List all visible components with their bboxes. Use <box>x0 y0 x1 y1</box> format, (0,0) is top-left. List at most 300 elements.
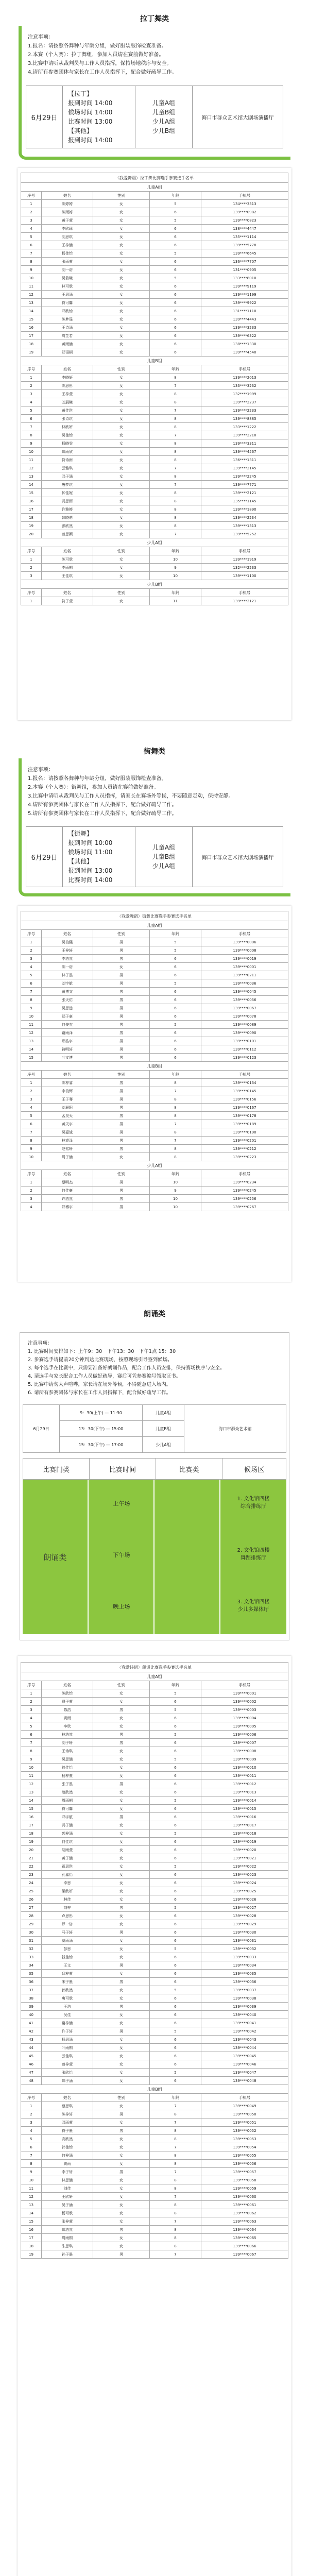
table-cell: 9 <box>21 2168 42 2176</box>
notice-line: 5. 比赛中请勿大声喧哗，家长请在场外等候，不得随意进入场内。 <box>28 1382 171 1387</box>
table-row <box>21 423 288 431</box>
table-cell: 女 <box>93 225 150 233</box>
table-cell: 韩晓萌 <box>42 514 93 522</box>
table-cell: 6 <box>150 1937 201 1945</box>
table-row <box>21 299 288 307</box>
table-cell: 139****0256 <box>201 1195 288 1203</box>
table-cell: 赵欣然 <box>42 1788 93 1797</box>
table-cell: 吴若曦 <box>42 274 93 282</box>
table-cell: 10 <box>150 555 201 564</box>
table-cell: 37 <box>21 1986 42 1994</box>
table-cell: 女 <box>93 1722 150 1731</box>
table-cell: 139****0042 <box>201 2027 288 2036</box>
table-cell: 133****8010 <box>201 274 288 282</box>
table-cell: 8 <box>150 2110 201 2119</box>
table-row <box>21 1203 288 1211</box>
table-cell: 139****0029 <box>201 1920 288 1928</box>
table-cell: 8 <box>150 2242 201 2250</box>
table-cell: 女 <box>93 415 150 423</box>
table-cell: 9 <box>21 1145 42 1153</box>
table-row <box>21 241 288 249</box>
table-cell: 7 <box>150 1137 201 1145</box>
table-cell: 12 <box>21 1029 42 1037</box>
table-cell: 6 <box>150 1961 201 1970</box>
table-cell: 女 <box>93 1788 150 1797</box>
table-cell: 刘子轩 <box>42 1739 93 1747</box>
table-cell: 10 <box>21 448 42 456</box>
table-row <box>21 2176 288 2184</box>
table-cell: 139****3233 <box>201 324 288 332</box>
table-cell: 8 <box>150 2160 201 2168</box>
table-cell: 黄子萱 <box>42 216 93 225</box>
table-cell: 5 <box>150 1945 201 1953</box>
table-cell: 6 <box>150 1029 201 1037</box>
table-cell: 男 <box>93 1739 150 1747</box>
table-cell: 12 <box>21 1780 42 1788</box>
table-cell: 5 <box>21 233 42 241</box>
table-cell: 6 <box>150 2011 201 2019</box>
group-header: 儿童A组 <box>21 1672 288 1681</box>
table-cell: 31 <box>21 1937 42 1945</box>
table-cell: 139****2210 <box>201 431 288 439</box>
table-cell: 3 <box>21 572 42 580</box>
date-cell: 6月29日 <box>26 86 63 148</box>
table-cell: 6 <box>150 2044 201 2052</box>
table-cell: 符可馨 <box>42 1805 93 1813</box>
table-cell: 7 <box>21 1128 42 1137</box>
table-cell: 5 <box>150 1829 201 1838</box>
table-cell: 6 <box>150 315 201 324</box>
table-row <box>21 2193 288 2201</box>
table-cell: 7 <box>150 1120 201 1128</box>
table-cell: 王梓轩 <box>42 946 93 955</box>
table-cell: 周雨桐 <box>42 1797 93 1805</box>
table-cell: 5 <box>150 249 201 258</box>
table-cell: 男 <box>93 2127 150 2135</box>
table-cell: 女 <box>93 1755 150 1764</box>
venue-cell: 海口市群众艺术馆 <box>184 1405 286 1453</box>
time-cell <box>63 827 135 887</box>
table-cell: 9 <box>150 564 201 572</box>
table-cell: 邓子涵 <box>42 472 93 481</box>
table-cell: 139****0020 <box>201 1846 288 1854</box>
table-cell: 12 <box>21 2193 42 2201</box>
table-cell: 139****0178 <box>201 1112 288 1120</box>
table-row <box>21 1153 288 1161</box>
table-cell: 47 <box>21 2069 42 2077</box>
table-cell: 莫雨涵 <box>42 1937 93 1945</box>
table-cell: 6 <box>150 241 201 249</box>
table-cell: 符明轩 <box>42 1045 93 1054</box>
table-cell: 郑浩然 <box>42 2226 93 2234</box>
table-cell: 陈欣怡 <box>42 1689 93 1698</box>
table-cell: 林思涵 <box>42 2176 93 2184</box>
table-cell: 7 <box>150 2217 201 2226</box>
table-row <box>21 225 288 233</box>
table-cell: 陈思彤 <box>42 382 93 390</box>
col-header: 序号 <box>21 930 42 938</box>
table-cell: 男 <box>93 971 150 979</box>
table-cell: 8 <box>150 456 201 464</box>
table-cell: 6 <box>150 1854 201 1862</box>
table-cell: 139****0234 <box>201 1178 288 1187</box>
table-row <box>21 2217 288 2226</box>
table-cell: 6 <box>21 1731 42 1739</box>
table-cell: 14 <box>21 481 42 489</box>
table-cell: 8 <box>150 2135 201 2143</box>
table-cell: 男 <box>93 1203 150 1211</box>
table-cell: 刘思琪 <box>42 233 93 241</box>
table-cell: 139****0012 <box>201 1780 288 1788</box>
section-title-hiphop: 街舞类 <box>144 748 165 756</box>
table-cell: 139****1313 <box>201 522 288 530</box>
table-cell: 女 <box>93 307 150 315</box>
table-cell: 黄雨 <box>42 1714 93 1722</box>
table-row <box>21 2019 288 2027</box>
table-cell: 139****8885 <box>201 415 288 423</box>
table-cell: 6 <box>150 1722 201 1731</box>
table-cell: 139****0033 <box>201 1953 288 1961</box>
table-row <box>21 1012 288 1021</box>
table-cell: 139****0008 <box>201 1747 288 1755</box>
table-cell: 139****0047 <box>201 2069 288 2077</box>
table-cell: 139****4567 <box>201 448 288 456</box>
table-cell: 女 <box>93 233 150 241</box>
table-cell: 钟佳妮 <box>42 489 93 497</box>
table-cell: 1 <box>21 1178 42 1187</box>
table-caption: 〈我爱诗词〉朗诵比赛选手参赛选手名单 <box>21 1663 288 1672</box>
table-row <box>21 2077 288 2085</box>
time-line: 【拉丁】 <box>68 90 93 97</box>
table-cell: 139****0267 <box>201 1203 288 1211</box>
table-cell: 杨思涵 <box>42 2036 93 2044</box>
table-cell: 卢思彤 <box>42 1912 93 1920</box>
table-row <box>21 514 288 522</box>
table-cell: 孙子墨 <box>42 2250 93 2259</box>
table-cell: 周芷若 <box>42 332 93 340</box>
table-cell: 女 <box>93 258 150 266</box>
table-row <box>21 2242 288 2250</box>
table-row <box>21 1739 288 1747</box>
table-cell: 3 <box>21 1095 42 1104</box>
col-header: 手机号 <box>201 365 288 374</box>
table-cell: 134****3313 <box>201 200 288 208</box>
table-cell: 139****0028 <box>201 1912 288 1920</box>
table-cell: 139****0156 <box>201 1095 288 1104</box>
section-title-latin: 拉丁舞类 <box>140 15 169 23</box>
slot-cell: 13：30(下午) — 15:00 <box>60 1421 143 1437</box>
table-cell: 139****0123 <box>201 1054 288 1062</box>
table-cell: 6 <box>150 1871 201 1879</box>
table-cell: 刘宇航 <box>42 979 93 988</box>
table-cell: 6 <box>150 1912 201 1920</box>
table-cell: 吴思涵 <box>42 1755 93 1764</box>
table-cell: 黄天宇 <box>42 1120 93 1128</box>
table-row <box>21 282 288 291</box>
table-cell: 男 <box>93 2027 150 2036</box>
table-cell: 女 <box>93 464 150 472</box>
table-cell: 王浩 <box>42 2003 93 2011</box>
table-cell: 14 <box>21 2209 42 2217</box>
table-cell: 女 <box>93 456 150 464</box>
table-cell: 16 <box>21 497 42 505</box>
table-cell: 郑博宇 <box>42 1203 93 1211</box>
table-row <box>21 374 288 382</box>
room-label: 1. 文化馆四楼 综合排练厅 <box>237 1496 270 1510</box>
table-cell: 139****1890 <box>201 505 288 514</box>
table-cell: 139****0019 <box>201 1838 288 1846</box>
table-cell: 女 <box>93 2209 150 2217</box>
table-row <box>21 2003 288 2011</box>
table-cell: 黄雨 <box>42 2160 93 2168</box>
col-header: 年龄 <box>150 365 201 374</box>
table-cell: 符可馨 <box>42 299 93 307</box>
table-cell: 15 <box>21 2217 42 2226</box>
table-cell: 陈雨婷 <box>42 208 93 216</box>
table-cell: 1 <box>21 1689 42 1698</box>
table-cell: 男 <box>93 2250 150 2259</box>
table-cell: 女 <box>93 249 150 258</box>
table-cell: 139****0004 <box>201 1714 288 1722</box>
col-header: 姓名 <box>42 930 93 938</box>
table-cell: 女 <box>93 423 150 431</box>
table-cell: 女 <box>93 1821 150 1829</box>
table-cell: 18 <box>21 2242 42 2250</box>
table-cell: 女 <box>93 348 150 357</box>
table-cell: 女 <box>93 266 150 274</box>
table-cell: 女 <box>93 1970 150 1978</box>
table-cell: 6 <box>150 1953 201 1961</box>
table-cell: 8 <box>150 505 201 514</box>
col-header: 性别 <box>93 1071 150 1079</box>
group-label: 儿童A组 <box>152 844 176 851</box>
table-cell: 6 <box>150 2036 201 2044</box>
table-cell: 6 <box>150 1045 201 1054</box>
table-cell: 林欣妍 <box>42 423 93 431</box>
table-cell: 11 <box>21 1021 42 1029</box>
table-cell: 黄博文 <box>42 988 93 996</box>
table-cell: 139****0982 <box>201 208 288 216</box>
table-cell: 6 <box>150 1920 201 1928</box>
table-cell: 女 <box>93 597 150 605</box>
table-cell: 139****0245 <box>201 1187 288 1195</box>
table-cell: 139****1919 <box>201 555 288 564</box>
notice-line: 1.报名：请按照各舞种与年龄分组，做好服装服饰检查准备。 <box>28 43 167 49</box>
col-header: 年龄 <box>150 192 201 200</box>
table-cell: 5 <box>150 1731 201 1739</box>
table-row <box>21 1054 288 1062</box>
table-cell: 139****0201 <box>201 1137 288 1145</box>
col-header: 性别 <box>93 930 150 938</box>
table-row <box>21 1095 288 1104</box>
notice-line: 3.比赛中请听从裁判员与工作人员指挥，保持场地秩序与安全。 <box>28 61 172 66</box>
table-cell: 45 <box>21 2052 42 2060</box>
table-cell: 6 <box>150 1004 201 1012</box>
table-cell: 女 <box>93 374 150 382</box>
table-row <box>21 1838 288 1846</box>
table-cell: 曾梓萱 <box>42 2060 93 2069</box>
table-cell: 女 <box>93 406 150 415</box>
table-row <box>21 2184 288 2193</box>
time-line: 比赛时间 14:00 <box>68 876 113 884</box>
table-cell: 男 <box>93 979 150 988</box>
table-cell: 7 <box>150 2193 201 2201</box>
table-cell: 女 <box>93 497 150 505</box>
table-cell: 139****0021 <box>201 1854 288 1862</box>
table-cell: 男 <box>93 1012 150 1021</box>
table-cell: 139****0090 <box>201 1029 288 1037</box>
col-header: 年龄 <box>150 1681 201 1689</box>
table-row <box>21 415 288 423</box>
recitation-slot-table <box>23 1404 286 1453</box>
table-row <box>21 208 288 216</box>
table-cell: 陈浩 <box>42 1706 93 1714</box>
table-cell: 8 <box>21 2160 42 2168</box>
notice-line: 注意事项： <box>28 1341 53 1346</box>
table-cell: 李欣 <box>42 1722 93 1731</box>
table-cell: 17 <box>21 505 42 514</box>
table-row <box>21 1731 288 1739</box>
table-cell: 邢浩宇 <box>42 1037 93 1045</box>
table-row <box>21 1128 288 1137</box>
table-cell: 女 <box>93 291 150 299</box>
table-cell: 6 <box>150 225 201 233</box>
table-cell: 139****0056 <box>201 996 288 1004</box>
table-cell: 何梓涵 <box>42 2151 93 2160</box>
table-cell: 男 <box>93 1021 150 1029</box>
table-cell: 女 <box>93 390 150 398</box>
table-cell: 6 <box>150 1887 201 1895</box>
table-cell: 14 <box>21 1045 42 1054</box>
table-cell: 139****6322 <box>201 332 288 340</box>
table-cell: 139****0013 <box>201 1788 288 1797</box>
table-row <box>21 1780 288 1788</box>
table-cell: 135****1145 <box>201 497 288 505</box>
table-cell: 139****0011 <box>201 1772 288 1780</box>
table-cell: 郑语桐 <box>42 348 93 357</box>
table-cell: 16 <box>21 1813 42 1821</box>
col-header: 序号 <box>21 2094 42 2102</box>
table-cell: 女 <box>93 481 150 489</box>
table-cell: 赵铭轩 <box>42 1145 93 1153</box>
table-cell: 25 <box>21 1887 42 1895</box>
table-cell: 139****0063 <box>201 2217 288 2226</box>
table-cell: 邓雨萱 <box>42 2119 93 2127</box>
table-cell: 男 <box>93 1079 150 1087</box>
table-row <box>21 1021 288 1029</box>
table-row <box>21 1145 288 1153</box>
col-header: 手机号 <box>201 547 288 555</box>
table-row <box>21 258 288 266</box>
table-cell: 139****0054 <box>201 2143 288 2151</box>
table-row <box>21 1953 288 1961</box>
table-row <box>21 979 288 988</box>
table-cell: 139****0049 <box>201 2102 288 2110</box>
table-cell: 139****0167 <box>201 1104 288 1112</box>
table-cell: 女 <box>93 299 150 307</box>
notice-line: 2.本赛（个人赛）：街舞组，参加人员请在赛前做好准备。 <box>28 785 159 790</box>
table-cell: 2 <box>21 1187 42 1195</box>
table-row <box>21 1970 288 1978</box>
table-cell: 王子骞 <box>42 1095 93 1104</box>
table-cell: 李欣瑶 <box>42 225 93 233</box>
table-cell: 黄雨涵 <box>42 340 93 348</box>
table-row <box>21 1821 288 1829</box>
table-row <box>21 955 288 963</box>
table-row <box>21 2036 288 2044</box>
table-row <box>21 555 288 564</box>
table-row <box>21 1937 288 1945</box>
table-cell: 女 <box>93 2036 150 2044</box>
table-cell: 女 <box>93 1912 150 1920</box>
table-row <box>21 307 288 315</box>
table-cell: 139****0052 <box>201 2127 288 2135</box>
table-cell: 8 <box>150 415 201 423</box>
notice-line: 1. 比赛时间安排如下：上午9：30 下午13：30 下午1点 15：30 <box>28 1349 176 1354</box>
table-cell: 8 <box>150 489 201 497</box>
table-cell: 6 <box>150 2003 201 2011</box>
table-cell: 26 <box>21 1895 42 1904</box>
table-cell: 8 <box>150 2201 201 2209</box>
table-cell: 7 <box>150 2143 201 2151</box>
table-row <box>21 1895 288 1904</box>
table-cell: 男 <box>93 1045 150 1054</box>
table-cell: 133****3232 <box>201 382 288 390</box>
time-line: 【其他】 <box>68 127 93 134</box>
table-row <box>21 1945 288 1953</box>
table-cell: 8 <box>150 448 201 456</box>
table-cell: 29 <box>21 1920 42 1928</box>
table-cell: 8 <box>150 514 201 522</box>
table-cell: 5 <box>150 1706 201 1714</box>
table-cell: 6 <box>150 282 201 291</box>
table-cell: 吴思远 <box>42 1004 93 1012</box>
table-cell: 彭思 <box>42 1945 93 1953</box>
table-cell: 32 <box>21 1945 42 1953</box>
table-row <box>21 348 288 357</box>
table-cell: 杨晓雯 <box>42 439 93 448</box>
table-cell: 8 <box>150 1112 201 1120</box>
table-cell: 女 <box>93 522 150 530</box>
table-row <box>21 2160 288 2168</box>
table-row <box>21 2209 288 2217</box>
table-row <box>21 1120 288 1128</box>
table-cell: 罗一诺 <box>42 1920 93 1928</box>
slot-groups: 儿童A组 <box>143 1405 184 1421</box>
col-header: 性别 <box>93 547 150 555</box>
table-row <box>21 2151 288 2160</box>
table-cell: 6 <box>150 1714 201 1722</box>
table-cell: 女 <box>93 2143 150 2151</box>
table-cell: 33 <box>21 1953 42 1961</box>
table-cell: 7 <box>21 1739 42 1747</box>
notice-line: 2. 参赛选手请提前20分钟到达比赛现场，按照现场引导签到候场。 <box>28 1357 173 1363</box>
table-cell: 孔嘉怡 <box>42 1871 93 1879</box>
col-header: 序号 <box>21 589 42 597</box>
table-cell: 139****3311 <box>201 439 288 448</box>
table-row <box>21 398 288 406</box>
table-cell: 何佳琪 <box>42 1838 93 1846</box>
table-cell: 139****0044 <box>201 2044 288 2052</box>
col-header: 序号 <box>21 1170 42 1178</box>
time-line: 候场时间 11:00 <box>68 849 113 856</box>
table-cell: 6 <box>21 1120 42 1128</box>
table-cell: 139****0036 <box>201 979 288 988</box>
table-cell: 7 <box>21 988 42 996</box>
table-cell: 女 <box>93 572 150 580</box>
groups-cell <box>135 827 193 887</box>
table-row <box>21 1178 288 1187</box>
